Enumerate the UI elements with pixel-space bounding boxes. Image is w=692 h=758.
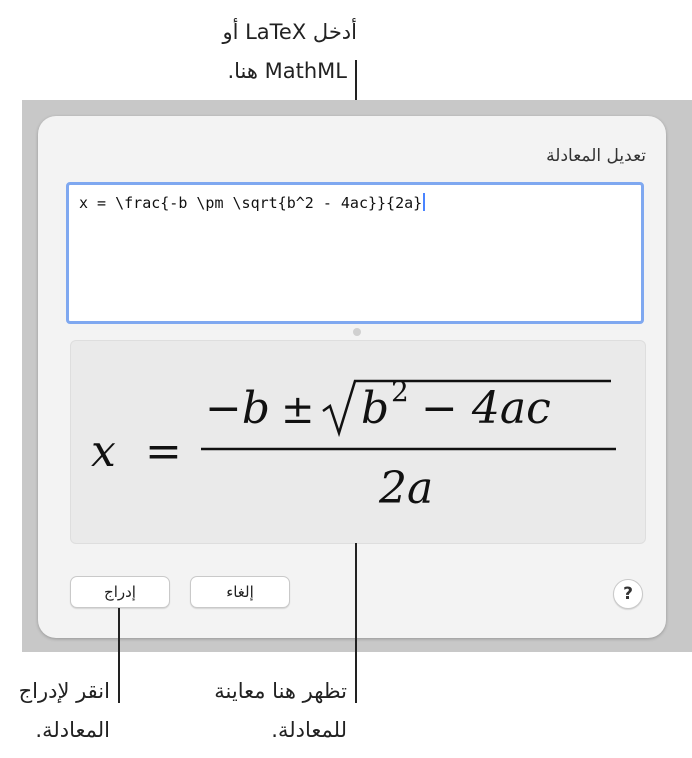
- preview-radicand-rest: − 4ac: [421, 383, 551, 434]
- insert-callout-line2: المعادلة.: [35, 718, 110, 742]
- equation-editor[interactable]: [66, 182, 644, 324]
- preview-exponent: 2: [391, 375, 409, 408]
- equation-source-text: x = \frac{-b \pm \sqrt{b^2 - 4ac}}{2a}: [79, 194, 423, 212]
- equation-preview: [70, 340, 646, 544]
- preview-equals: =: [145, 426, 182, 477]
- preview-radicand-b: b: [361, 383, 390, 434]
- latex-callout-line1: أدخل LaTeX أو: [222, 20, 357, 44]
- preview-callout-line1: تظهر هنا معاينة: [214, 679, 347, 703]
- preview-plus-minus: ±: [281, 387, 315, 433]
- preview-numerator-minus-b: −b: [205, 383, 271, 434]
- preview-denominator: 2a: [379, 463, 434, 514]
- latex-callout-line2: MathML هنا.: [227, 59, 347, 83]
- preview-lhs: x: [91, 426, 116, 477]
- resize-handle[interactable]: [353, 328, 361, 336]
- dialog-title: تعديل المعادلة: [546, 146, 646, 166]
- preview-callout-line2: للمعادلة.: [271, 718, 347, 742]
- text-caret: [423, 193, 425, 211]
- equation-render: [71, 341, 645, 543]
- help-button[interactable]: ?: [613, 579, 643, 609]
- edit-equation-dialog: [38, 116, 666, 638]
- cancel-button[interactable]: إلغاء: [190, 576, 290, 608]
- insert-button[interactable]: إدراج: [70, 576, 170, 608]
- insert-callout-line1: انقر لإدراج: [18, 679, 110, 703]
- preview-callout-leader: [355, 543, 357, 703]
- insert-callout-leader: [118, 608, 120, 703]
